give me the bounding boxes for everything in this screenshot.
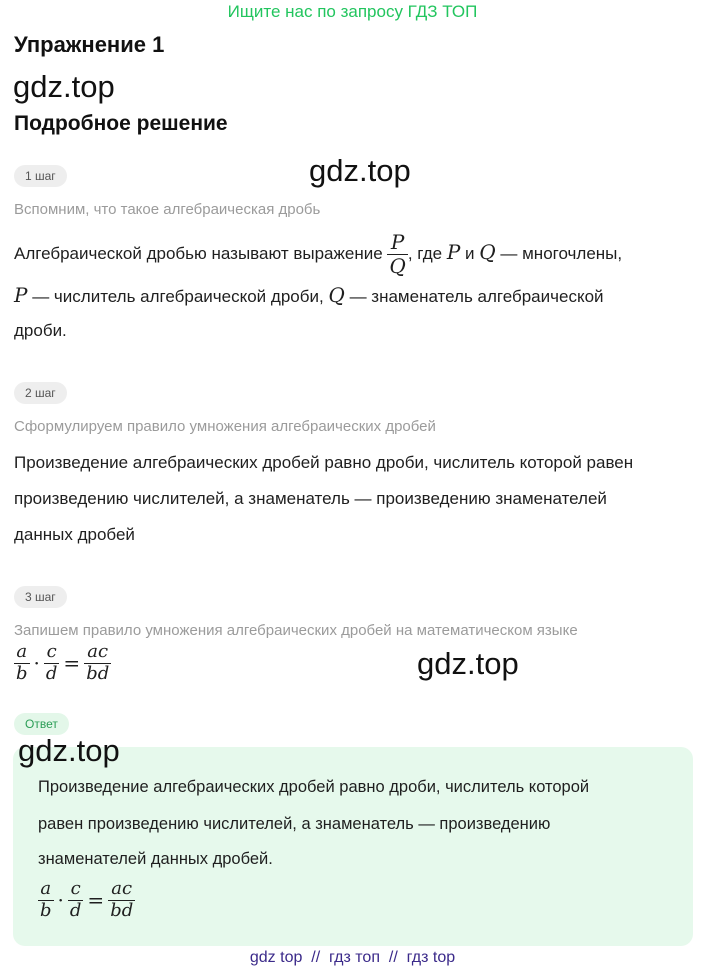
formula-num-ac: ac (84, 642, 111, 664)
step-1-badge (14, 165, 67, 187)
step-2-line-2: произведению числителей, а знаменатель — произведению знаменателей (14, 489, 607, 508)
watermark-4: gdz.top (18, 733, 120, 768)
formula-dot: · (33, 651, 40, 676)
answer-num-c: c (68, 879, 84, 901)
step-1-line-1-c: — многочлены, (500, 244, 623, 263)
var-q-2: Q (328, 283, 345, 307)
watermark-1: gdz.top (13, 69, 115, 104)
fraction-numerator: P (387, 231, 407, 255)
answer-num-a: a (38, 879, 54, 901)
exercise-title: Упражнение 1 (14, 32, 165, 57)
answer-den-bd: bd (110, 899, 134, 921)
conj-and: и (465, 244, 475, 263)
step-1-line-2-d: — знаменатель алгебраической (349, 287, 604, 306)
formula-frac-a-b (14, 642, 30, 684)
formula-den-bd: bd (86, 662, 110, 684)
answer-eq: = (87, 888, 105, 913)
step-3-badge-label: 3 шаг (14, 586, 67, 608)
footer-links[interactable]: gdz top // гдз топ // гдз top (249, 949, 456, 966)
step-1-subtitle: Вспомним, что такое алгебраическая дробь (14, 201, 321, 218)
answer-badge (14, 713, 69, 735)
step-1-line-2 (14, 277, 604, 315)
step-1-line-1-a: Алгебраической дробью называют выражение (14, 244, 383, 263)
step-1-line-1-b: , где (407, 244, 443, 263)
answer-line-1: Произведение алгебраических дробей равно дроби, числитель которой (38, 778, 590, 796)
step-2-subtitle: Сформулируем правило умножения алгебраических дробей (14, 418, 436, 435)
step-2-badge (14, 382, 67, 404)
step-3-formula (14, 642, 111, 684)
var-q: Q (479, 240, 496, 264)
step-1-badge-label: 1 шаг (14, 165, 67, 187)
answer-formula (38, 879, 135, 921)
formula-den-b: b (16, 662, 28, 684)
answer-den-b: b (40, 899, 52, 921)
step-2-line-1: Произведение алгебраических дробей равно дроби, числитель которой равен (14, 453, 634, 472)
formula-num-c: c (44, 642, 60, 664)
formula-frac-c-d (44, 642, 60, 684)
promo-banner[interactable]: Ищите нас по запросу ГДЗ ТОП (227, 2, 478, 21)
answer-line-2: равен произведению числителей, а знаменатель — произведению (38, 815, 551, 833)
fraction-p-over-q (387, 231, 407, 278)
fraction-denominator: Q (389, 254, 406, 279)
step-3-subtitle: Запишем правило умножения алгебраических дробей на математическом языке (14, 622, 578, 639)
answer-badge-label: Ответ (14, 713, 69, 735)
answer-frac-a-b (38, 879, 54, 921)
answer-den-d: d (69, 899, 82, 921)
answer-frac-ac-bd (108, 879, 135, 921)
formula-eq: = (63, 651, 81, 676)
step-1-line-1 (14, 226, 622, 280)
formula-den-d: d (45, 662, 58, 684)
formula-num-a: a (14, 642, 30, 664)
step-2-badge-label: 2 шаг (14, 382, 67, 404)
step-1-line-2-b: — числитель алгебраической дроби, (32, 287, 324, 306)
answer-line-3: знаменателей данных дробей. (38, 850, 273, 868)
step-3-badge (14, 586, 67, 608)
step-1-line-3: дроби. (14, 321, 67, 340)
answer-num-ac: ac (108, 879, 135, 901)
answer-frac-c-d (68, 879, 84, 921)
var-p-2: P (14, 283, 28, 307)
step-2-line-3: данных дробей (14, 525, 135, 544)
formula-frac-ac-bd (84, 642, 111, 684)
watermark-3: gdz.top (417, 646, 519, 681)
var-p: P (446, 240, 461, 264)
solution-title: Подробное решение (14, 112, 228, 135)
watermark-2: gdz.top (309, 153, 411, 188)
answer-dot: · (57, 888, 64, 913)
